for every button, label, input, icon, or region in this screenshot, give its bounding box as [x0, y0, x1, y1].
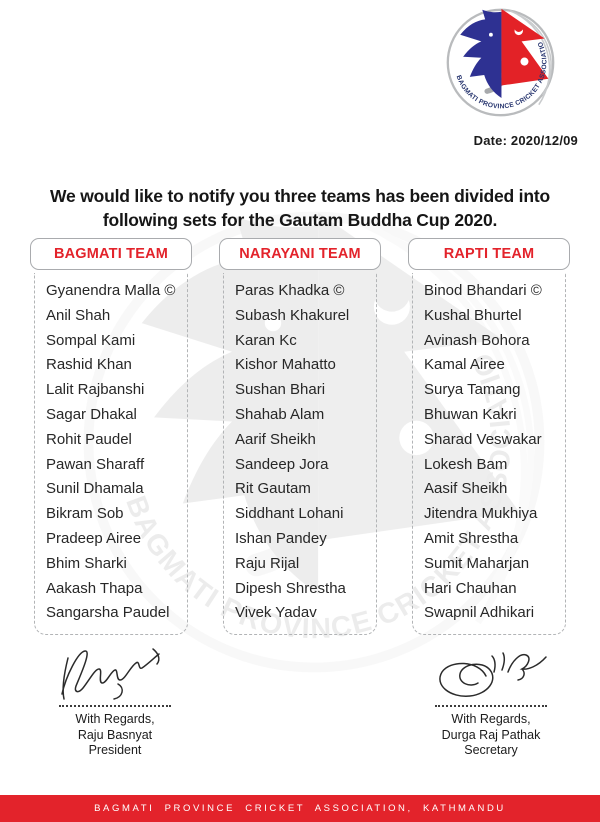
signature-row: [0, 640, 600, 759]
signature-block-secretary: [418, 640, 564, 759]
signatory-name: Raju Basnyat: [77, 727, 153, 742]
team-header-narayani: NARAYANI TEAM: [219, 238, 381, 270]
player-name: Rit Gautam: [235, 480, 311, 498]
team-list-rapti: [412, 273, 566, 635]
player-name: Subash Khakurel: [235, 306, 350, 324]
player-name: Lokesh Bam: [424, 455, 508, 473]
player-name: Jitendra Mukhiya: [424, 505, 538, 523]
player-name: Pawan Sharaff: [46, 455, 145, 473]
player-name: Shahab Alam: [235, 405, 325, 423]
player-name: Gyanendra Malla ©: [46, 282, 176, 299]
date-label: Date: 2020/12/09: [473, 133, 578, 148]
player-name: Paras Khadka ©: [235, 282, 345, 299]
team-column-rapti: [408, 238, 570, 635]
footer-bar: [0, 795, 600, 822]
regards-text: With Regards,: [75, 712, 155, 726]
player-name: Karan Kc: [235, 331, 297, 349]
player-name: Ishan Pandey: [235, 529, 327, 547]
bpca-rhino-flag-logo-icon: [443, 5, 558, 120]
footer-text: BAGMATI PROVINCE CRICKET ASSOCIATION, KATHMANDU: [94, 803, 506, 814]
signature-block-president: [42, 640, 188, 759]
player-name: Sangarsha Paudel: [46, 604, 170, 622]
team-column-bagmati: [30, 238, 192, 635]
player-name: Kamal Airee: [424, 356, 505, 374]
player-name: Binod Bhandari ©: [424, 282, 542, 299]
player-name: Amit Shrestha: [424, 529, 519, 547]
player-name: Anil Shah: [46, 306, 111, 324]
team-columns: [30, 238, 570, 635]
player-name: Vivek Yadav: [235, 604, 317, 622]
notice-heading: [0, 184, 600, 232]
player-name: Sagar Dhakal: [46, 405, 137, 423]
signatory-name: Durga Raj Pathak: [441, 727, 541, 742]
player-name: Sushan Bhari: [235, 381, 326, 399]
player-name: Sandeep Jora: [235, 455, 329, 473]
player-name: Aasif Sheikh: [424, 480, 508, 498]
player-name: Pradeep Airee: [46, 529, 142, 547]
player-name: Dipesh Shrestha: [235, 579, 346, 597]
team-header-rapti: RAPTI TEAM: [408, 238, 570, 270]
notice-line-2: following sets for the Gautam Buddha Cup 2020.: [102, 210, 498, 230]
signature-dotted-line: [435, 705, 547, 707]
team-list-bagmati: [34, 273, 188, 635]
regards-text: With Regards,: [451, 712, 531, 726]
player-name: Sunil Dhamala: [46, 480, 144, 498]
player-name: Hari Chauhan: [424, 579, 517, 597]
player-name: Aarif Sheikh: [235, 430, 316, 448]
signatory-title: President: [88, 743, 142, 757]
signatory-title: Secretary: [464, 743, 518, 757]
notice-line-1: We would like to notify you three teams has been divided into: [50, 186, 550, 206]
player-name: Aakash Thapa: [46, 579, 143, 597]
player-name: Surya Tamang: [424, 381, 521, 399]
player-name: Kushal Bhurtel: [424, 306, 522, 324]
player-name: Rashid Khan: [46, 356, 132, 374]
player-name: Bhim Sharki: [46, 554, 127, 572]
player-name: Lalit Rajbanshi: [46, 381, 145, 399]
player-name: Sharad Veswakar: [424, 430, 542, 448]
player-name: Sumit Maharjan: [424, 554, 530, 572]
player-name: Bhuwan Kakri: [424, 405, 517, 423]
player-name: Kishor Mahatto: [235, 356, 336, 374]
player-name: Rohit Paudel: [46, 430, 132, 448]
secretary-signature-icon: [428, 640, 554, 702]
player-name: Raju Rijal: [235, 554, 300, 572]
player-name: Siddhant Lohani: [235, 505, 344, 523]
president-signature-icon: [54, 640, 176, 702]
team-list-narayani: [223, 273, 377, 635]
signature-dotted-line: [59, 705, 171, 707]
team-column-narayani: [219, 238, 381, 635]
player-name: Sompal Kami: [46, 331, 136, 349]
player-name: Swapnil Adhikari: [424, 604, 535, 622]
team-header-bagmati: BAGMATI TEAM: [30, 238, 192, 270]
player-name: Avinash Bohora: [424, 331, 530, 349]
player-name: Bikram Sob: [46, 505, 124, 523]
